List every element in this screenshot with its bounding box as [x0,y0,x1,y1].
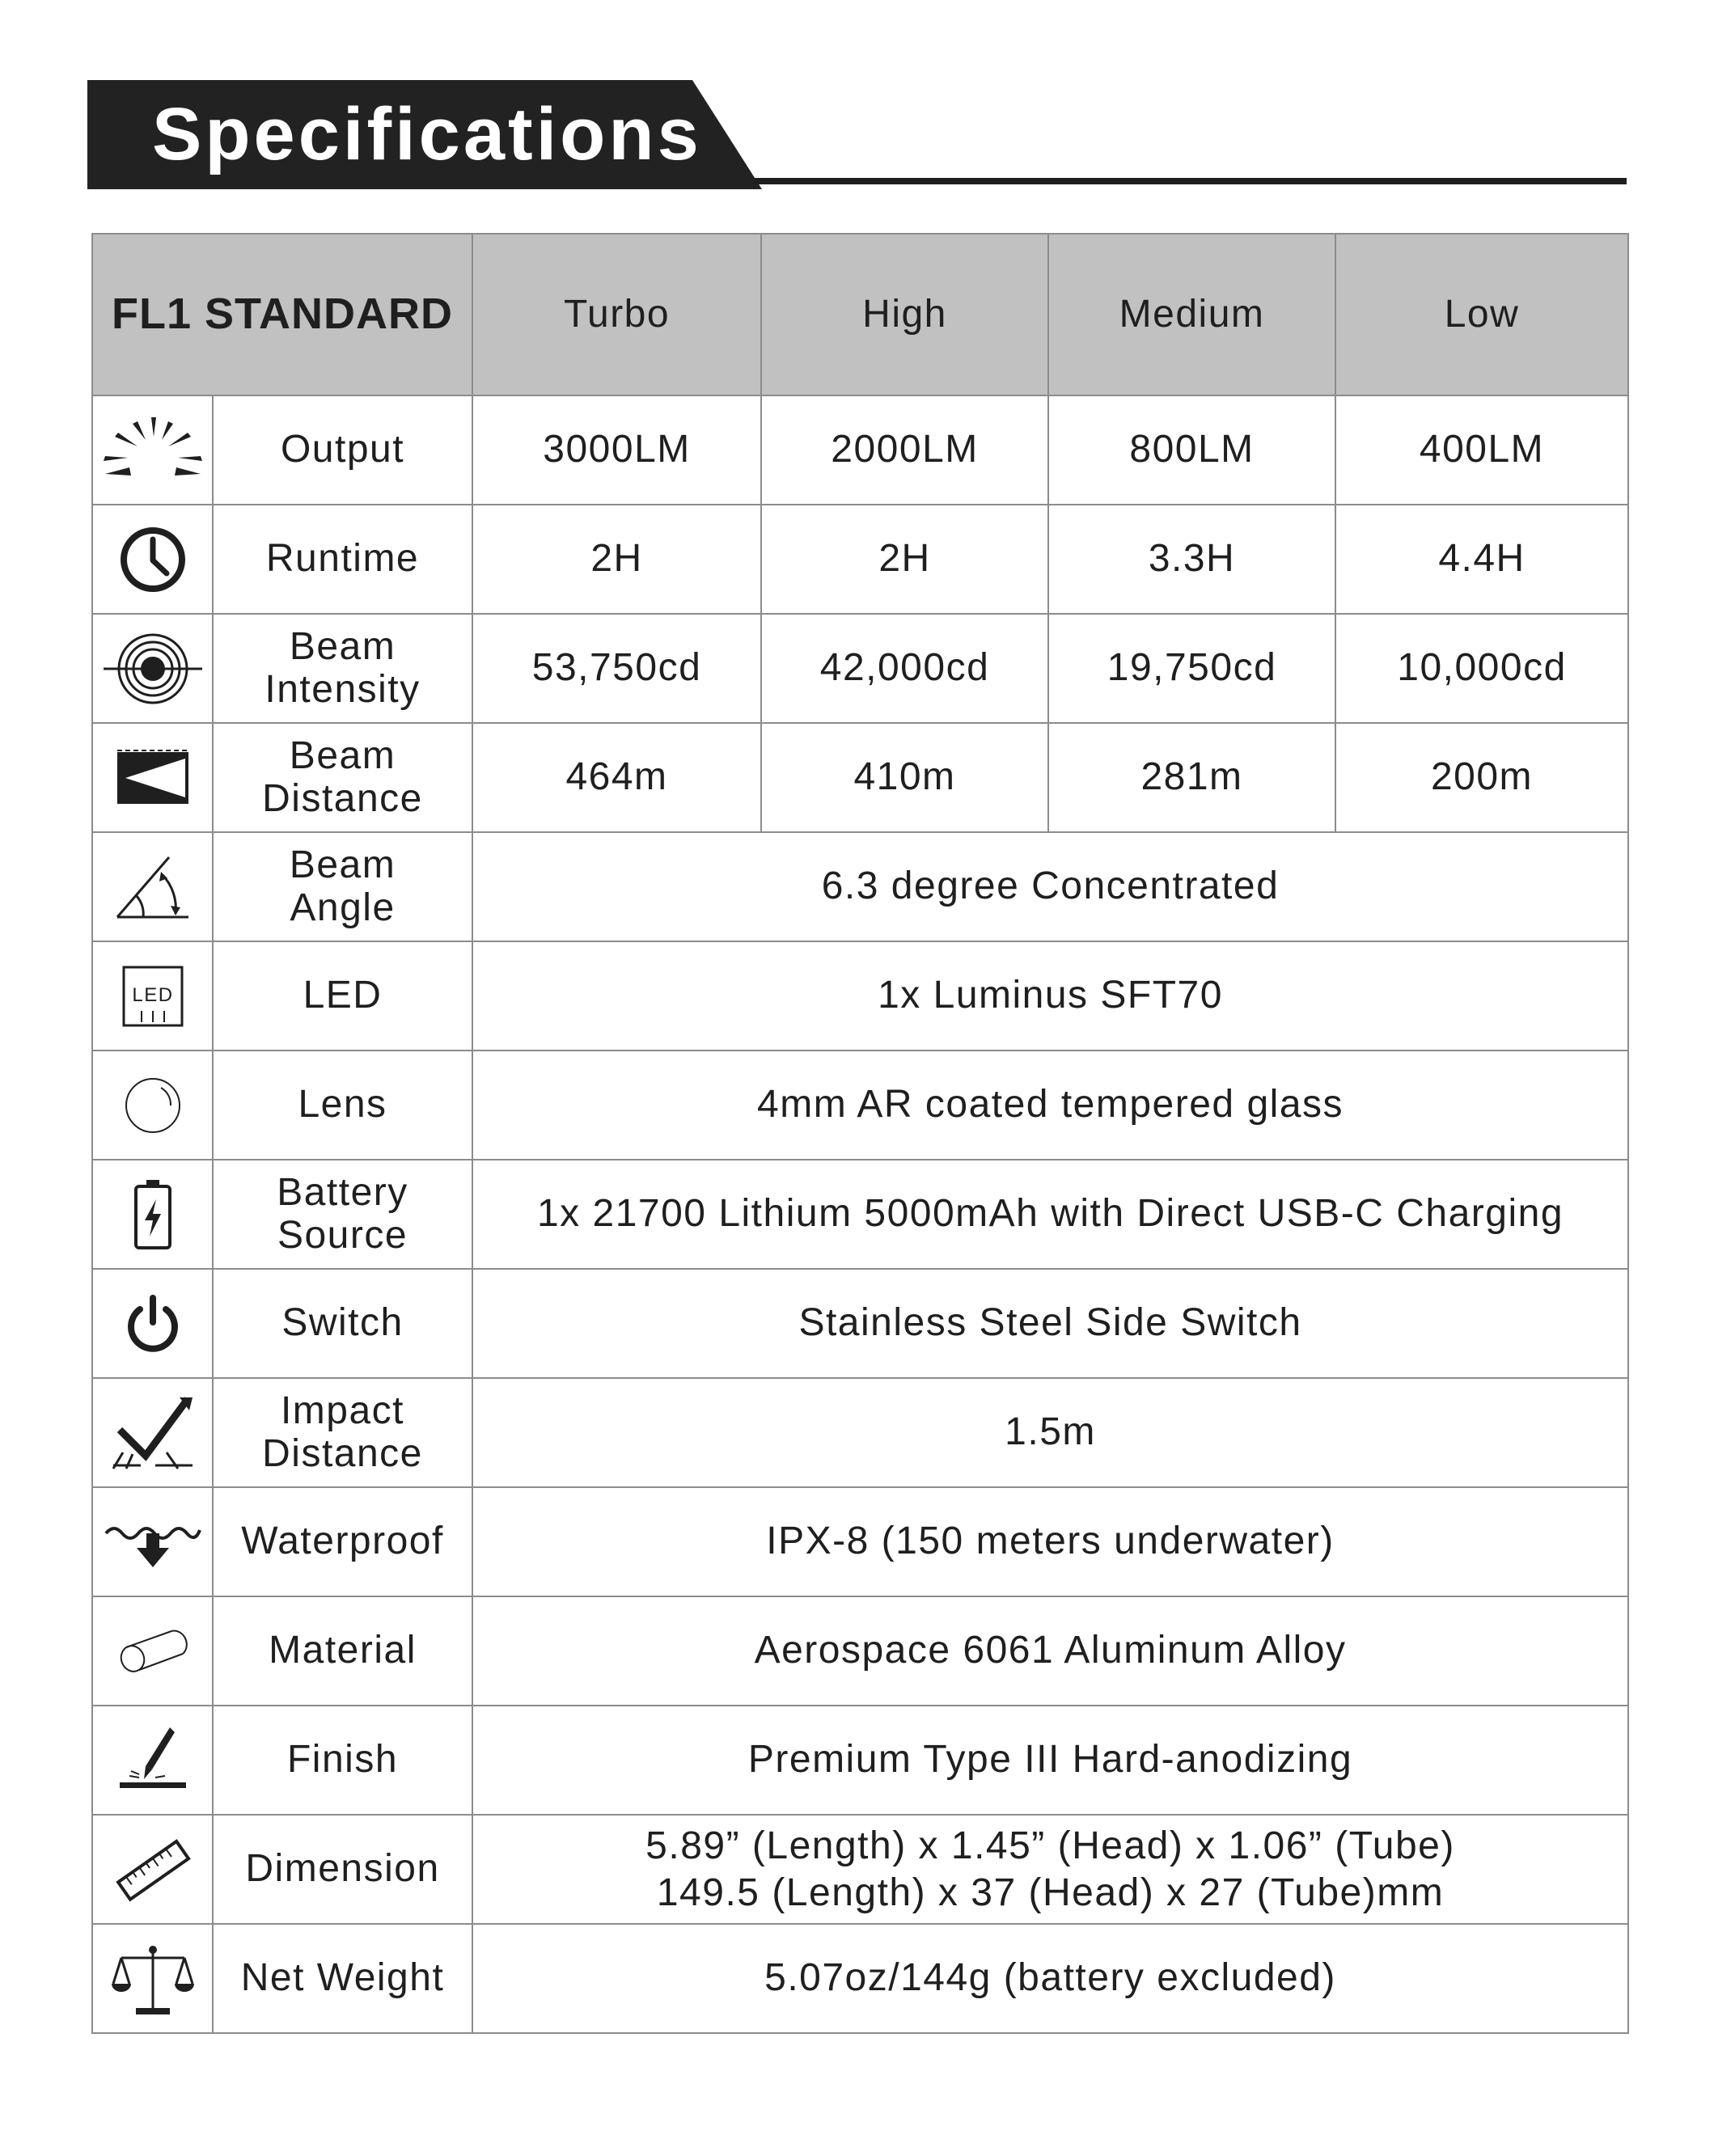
value-cell [472,1815,1628,1924]
value-cell: 6.3 degree Concentrated [472,832,1628,941]
row-label: Output [213,395,472,505]
value-cell: Stainless Steel Side Switch [472,1269,1628,1378]
table-row [92,614,1628,723]
led-icon [121,964,185,1029]
table-row [92,1269,1628,1378]
ruler-icon [112,1829,193,1910]
mode-low: Low [1335,234,1628,395]
clock-icon [116,523,189,596]
icon-cell [92,832,213,941]
dimension-inches: 5.89” (Length) x 1.45” (Head) x 1.06” (Tube) [645,1824,1455,1867]
value-cell: 2H [761,505,1048,614]
icon-cell [92,1487,213,1596]
waterproof-icon [103,1514,203,1570]
value-cell: 3000LM [472,395,761,505]
row-label: LED [213,941,472,1051]
row-label: Dimension [213,1815,472,1924]
value-cell: Aerospace 6061 Aluminum Alloy [472,1596,1628,1706]
icon-cell [92,1706,213,1815]
icon-cell [92,1160,213,1269]
value-cell: 5.07oz/144g (battery excluded) [472,1924,1628,2033]
model-name: FL1 STANDARD [92,234,472,395]
page-title: Specifications [152,93,702,175]
row-label: Lens [213,1051,472,1160]
scale-icon [108,1940,197,2018]
row-label-text: Battery Source [277,1170,408,1258]
table-header-row [92,234,1628,395]
icon-cell [92,941,213,1051]
row-label-text: Beam Intensity [264,624,421,712]
table-row [92,1160,1628,1269]
table-row [92,1706,1628,1815]
spec-table [91,233,1629,2034]
value-cell: 53,750cd [472,614,761,723]
row-label [213,832,472,941]
row-label: Material [213,1596,472,1706]
table-row [92,723,1628,832]
target-icon [100,628,205,709]
icon-cell [92,395,213,505]
value-cell: 10,000cd [1335,614,1628,723]
icon-cell [92,1051,213,1160]
row-label-text: Impact Distance [262,1389,423,1476]
value-cell: 2000LM [761,395,1048,505]
value-cell: 42,000cd [761,614,1048,723]
value-cell: 1x 21700 Lithium 5000mAh with Direct USB-C Charging [472,1160,1628,1269]
table-row [92,1924,1628,2033]
table-row [92,1596,1628,1706]
table-row [92,941,1628,1051]
row-label-text: Beam Distance [262,733,423,821]
title-underline [752,178,1627,184]
icon-cell [92,614,213,723]
value-cell: 464m [472,723,761,832]
row-label: Switch [213,1269,472,1378]
value-cell: IPX-8 (150 meters underwater) [472,1487,1628,1596]
icon-cell [92,723,213,832]
led-icon-label: LED [131,983,174,1006]
table-row [92,832,1628,941]
icon-cell [92,505,213,614]
value-cell: 1.5m [472,1378,1628,1487]
value-cell: 410m [761,723,1048,832]
value-cell: 400LM [1335,395,1628,505]
battery-icon [129,1178,177,1251]
row-label [213,1378,472,1487]
sun-rays-icon [100,414,205,487]
value-cell: 200m [1335,723,1628,832]
value-cell: Premium Type III Hard-anodizing [472,1706,1628,1815]
row-label [213,614,472,723]
table-row [92,1815,1628,1924]
mode-turbo: Turbo [472,234,761,395]
table-row [92,1051,1628,1160]
icon-cell [92,1815,213,1924]
value-cell: 1x Luminus SFT70 [472,941,1628,1051]
dimension-lines [473,1823,1627,1916]
table-row [92,395,1628,505]
impact-icon [108,1394,197,1472]
lens-icon [121,1073,185,1138]
angle-icon [112,851,193,924]
row-label [213,1160,472,1269]
title-banner [87,80,762,189]
row-label: Finish [213,1706,472,1815]
value-cell: 19,750cd [1048,614,1335,723]
value-cell: 281m [1048,723,1335,832]
row-label [213,723,472,832]
table-row [92,505,1628,614]
row-label: Waterproof [213,1487,472,1596]
mode-medium: Medium [1048,234,1335,395]
power-icon [121,1291,185,1356]
value-cell: 4mm AR coated tempered glass [472,1051,1628,1160]
value-cell: 4.4H [1335,505,1628,614]
value-cell: 800LM [1048,395,1335,505]
beam-distance-icon [114,746,192,810]
table-row [92,1378,1628,1487]
finish-icon [116,1724,189,1797]
icon-cell [92,1378,213,1487]
dimension-mm: 149.5 (Length) x 37 (Head) x 27 (Tube)mm [656,1871,1445,1914]
icon-cell [92,1596,213,1706]
row-label: Runtime [213,505,472,614]
row-label: Net Weight [213,1924,472,2033]
value-cell: 3.3H [1048,505,1335,614]
icon-cell [92,1924,213,2033]
cylinder-icon [116,1623,189,1680]
table-row [92,1487,1628,1596]
row-label-text: Beam Angle [289,843,396,930]
mode-high: High [761,234,1048,395]
value-cell: 2H [472,505,761,614]
icon-cell [92,1269,213,1378]
